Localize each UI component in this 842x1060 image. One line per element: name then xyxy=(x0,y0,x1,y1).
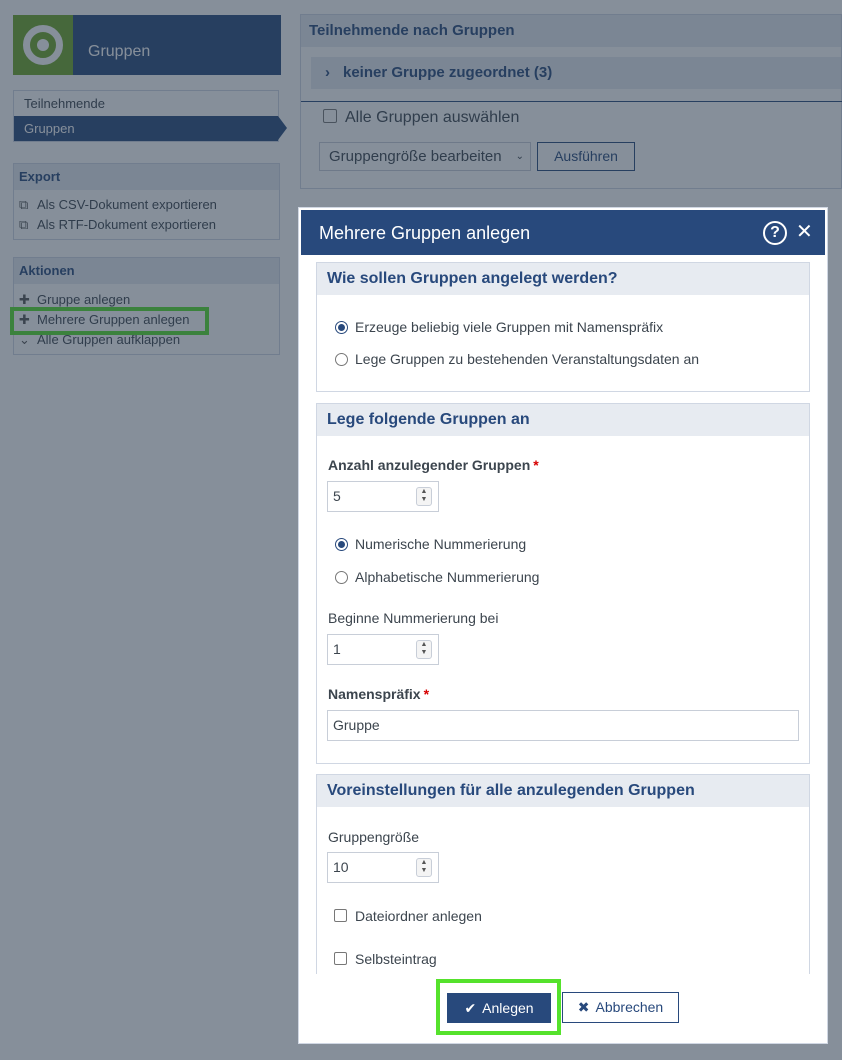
groups-to-create-section xyxy=(316,403,810,764)
section-legend: Lege folgende Gruppen an xyxy=(317,404,809,436)
radio-button[interactable] xyxy=(335,321,348,334)
help-icon[interactable]: ? xyxy=(763,221,787,245)
close-icon[interactable]: ✕ xyxy=(796,221,813,243)
group-count-label: Anzahl anzulegender Gruppen * xyxy=(328,457,539,473)
radio-button[interactable] xyxy=(335,538,348,551)
group-size-label: Gruppengröße xyxy=(328,829,420,845)
group-count-stepper[interactable]: 5 ▲ ▼ xyxy=(327,481,439,512)
required-marker: * xyxy=(533,457,539,473)
group-size-stepper[interactable]: 10 ▲ ▼ xyxy=(327,852,439,883)
creation-mode-section xyxy=(316,262,810,392)
section-legend: Voreinstellungen für alle anzulegenden Gruppen xyxy=(317,775,809,807)
required-marker: * xyxy=(423,686,430,702)
stepper-arrows-icon[interactable]: ▲ ▼ xyxy=(416,487,432,506)
dialog-title: Mehrere Gruppen anlegen xyxy=(319,223,531,243)
section-legend: Wie sollen Gruppen angelegt werden? xyxy=(317,263,809,295)
dialog-header xyxy=(301,210,825,255)
create-folder-checkbox[interactable]: Dateiordner anlegen xyxy=(334,908,482,924)
name-prefix-input[interactable]: Gruppe xyxy=(327,710,799,741)
cancel-button[interactable]: ✖ Abbrechen xyxy=(562,992,679,1023)
start-number-stepper[interactable]: 1 ▲ ▼ xyxy=(327,634,439,665)
mode-course-dates-option[interactable]: Lege Gruppen zu bestehenden Veranstaltungsdaten an xyxy=(335,351,699,367)
close-icon: ✖ xyxy=(577,999,590,1015)
highlight-frame xyxy=(436,979,561,1035)
check-icon: ✔ xyxy=(464,1000,477,1016)
create-multiple-groups-dialog xyxy=(298,207,828,1044)
group-defaults-section xyxy=(316,774,810,974)
name-prefix-label: Namenspräfix * xyxy=(328,686,430,702)
numbering-alpha-option[interactable]: Alphabetische Nummerierung xyxy=(335,569,539,585)
stepper-arrows-icon[interactable]: ▲ ▼ xyxy=(416,640,432,659)
checkbox[interactable] xyxy=(334,909,347,922)
radio-button[interactable] xyxy=(335,353,348,366)
create-button[interactable]: ✔ Anlegen xyxy=(447,993,551,1023)
mode-prefix-option[interactable]: Erzeuge beliebig viele Gruppen mit Namenspräfix xyxy=(335,319,663,335)
checkbox[interactable] xyxy=(334,952,347,965)
numbering-numeric-option[interactable]: Numerische Nummerierung xyxy=(335,536,526,552)
self-enrollment-checkbox[interactable]: Selbsteintrag xyxy=(334,951,437,967)
radio-button[interactable] xyxy=(335,571,348,584)
start-number-label: Beginne Nummerierung bei xyxy=(328,610,499,626)
stepper-arrows-icon[interactable]: ▲ ▼ xyxy=(416,858,432,877)
